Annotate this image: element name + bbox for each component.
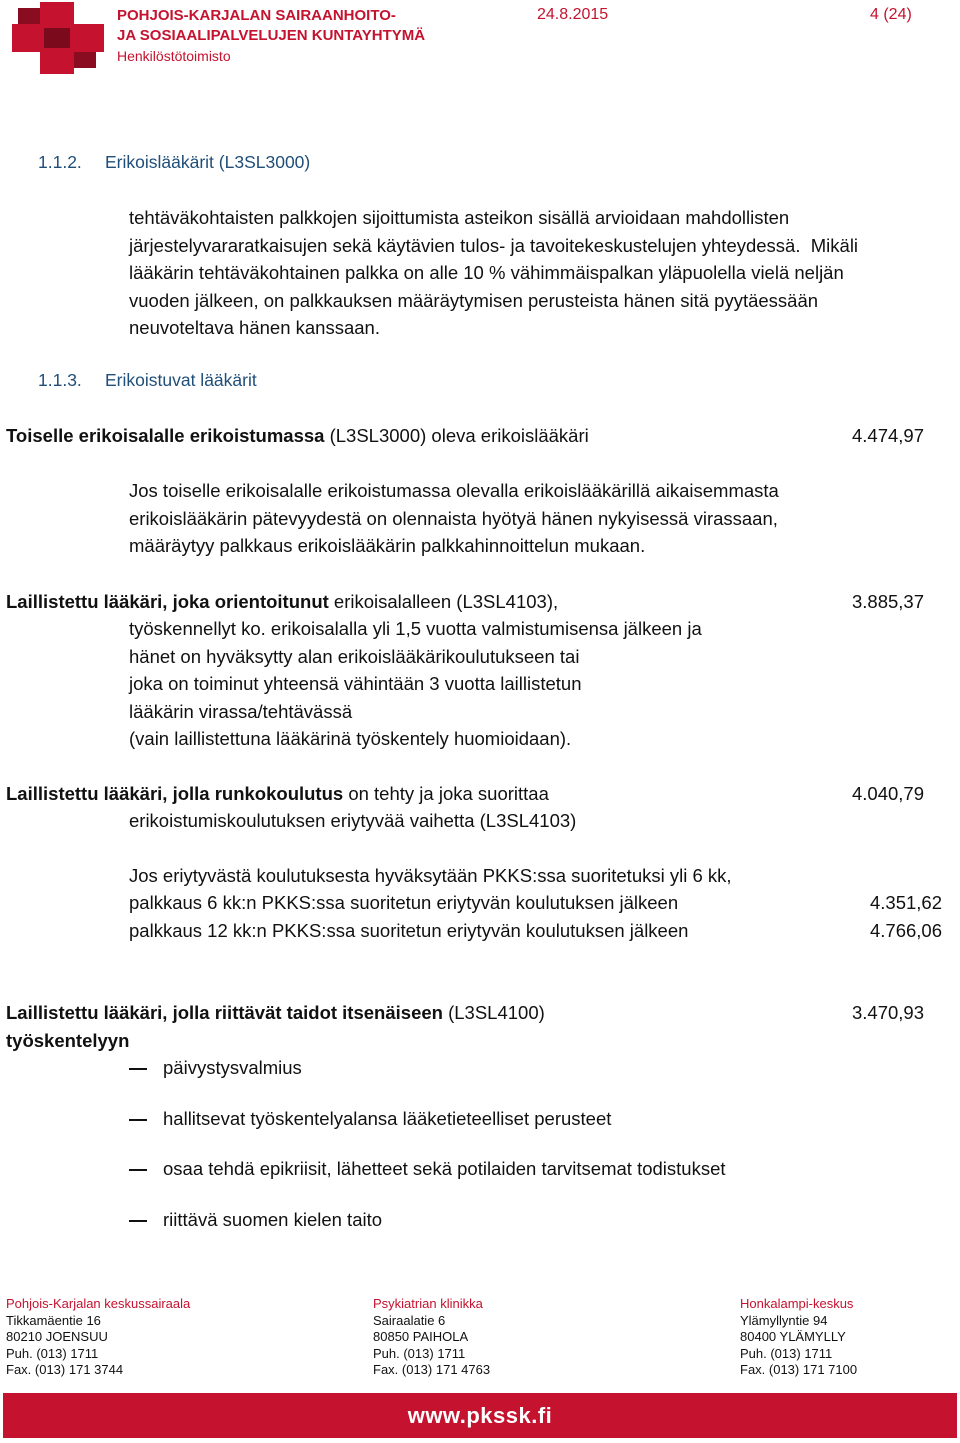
paragraph-line: neuvoteltava hänen kanssaan. bbox=[129, 317, 380, 338]
note-line: Jos toiselle erikoisalalle erikoistumassa olevalla erikoislääkärillä aikaisemmasta bbox=[129, 480, 779, 501]
section-title-112: Erikoislääkärit (L3SL3000) bbox=[105, 152, 311, 172]
paragraph-line: vuoden jälkeen, on palkkauksen määräytymisen perusteista hänen sitä pyytäessään bbox=[129, 289, 819, 311]
org-name-line2: JA SOSIAALIPALVELUJEN KUNTAYHTYMÄ bbox=[117, 27, 426, 44]
item-3-rest: on tehty ja joka suorittaa bbox=[343, 783, 549, 804]
dash-bullet-icon bbox=[129, 1119, 147, 1121]
page-number: 4 (24) bbox=[870, 6, 912, 23]
dash-bullet-icon bbox=[129, 1220, 147, 1222]
bullet-item bbox=[129, 1155, 726, 1183]
section-number-113: 1.1.3. bbox=[38, 370, 82, 390]
detail-line: hänet on hyväksytty alan erikoislääkärikoulutukseen tai bbox=[129, 645, 580, 667]
footer-street: Ylämyllyntie 94 bbox=[740, 1312, 828, 1328]
footer-unit-name: Psykiatrian klinikka bbox=[373, 1296, 483, 1311]
bullet-text: hallitsevat työskentelyalansa lääketieteelliset perusteet bbox=[163, 1108, 612, 1129]
section-number-112: 1.1.2. bbox=[38, 152, 82, 172]
step-amount: 4.351,62 bbox=[869, 892, 942, 913]
red-cross-logo-icon bbox=[12, 2, 104, 74]
footer-unit-name: Honkalampi-keskus bbox=[740, 1296, 854, 1311]
note-line: määräytyy palkkaus erikoislääkärin palkkahinnoittelun mukaan. bbox=[129, 535, 646, 556]
paragraph-line: tehtäväkohtaisten palkkojen sijoittumista asteikon sisällä arvioidaan mahdollisten bbox=[129, 207, 790, 228]
item-3-amount: 4.040,79 bbox=[851, 783, 924, 804]
department-name: Henkilöstötoimisto bbox=[117, 48, 231, 64]
dash-bullet-icon bbox=[129, 1169, 147, 1171]
salary-item-4 bbox=[6, 999, 942, 1027]
item-2-bold: Laillistettu lääkäri, joka orientoitunut bbox=[6, 591, 329, 612]
footer-postal: 80400 YLÄMYLLY bbox=[740, 1329, 846, 1344]
document-date: 24.8.2015 bbox=[537, 6, 609, 23]
footer-column-2 bbox=[373, 1296, 490, 1379]
step-text: palkkaus 6 kk:n PKKS:ssa suoritetun eriytyvän koulutuksen jälkeen bbox=[129, 892, 679, 913]
detail-line: joka on toiminut yhteensä vähintään 3 vuotta laillistetun bbox=[129, 673, 582, 694]
paragraph-line: järjestelyvararatkaisujen sekä käytävien tulos- ja tavoitekeskustelujen yhteydessä. Mikäli bbox=[129, 234, 859, 256]
item-4-bold-line2: työskentelyyn bbox=[6, 1030, 130, 1051]
footer-fax: Fax. (013) 171 3744 bbox=[6, 1362, 124, 1377]
item-1-rest: (L3SL3000) oleva erikoislääkäri bbox=[324, 425, 589, 446]
footer-column-3 bbox=[740, 1296, 857, 1379]
header bbox=[0, 0, 960, 80]
paragraph-line: lääkärin tehtäväkohtainen palkka on alle 10 % vähimmäispalkan yläpuolella vielä neljän bbox=[129, 262, 844, 283]
org-name-line1: POHJOIS-KARJALAN SAIRAANHOITO- bbox=[117, 7, 396, 24]
footer-phone: Puh. (013) 1711 bbox=[740, 1345, 833, 1361]
note-line: erikoislääkärin pätevyydestä on olennaista hyötyä hänen nykyisessä virassaan, bbox=[129, 507, 778, 529]
footer-banner bbox=[3, 1393, 957, 1438]
section-title-113: Erikoistuvat lääkärit bbox=[105, 370, 257, 390]
item-3-step-row-1 bbox=[129, 889, 942, 917]
salary-item-1 bbox=[6, 422, 942, 450]
step-amount: 4.766,06 bbox=[869, 920, 942, 941]
bullet-item bbox=[129, 1206, 382, 1234]
item-3-note: Jos eriytyvästä koulutuksesta hyväksytään PKKS:ssa suoritetuksi yli 6 kk, bbox=[129, 865, 732, 886]
item-1-bold: Toiselle erikoisalalle erikoistumassa bbox=[6, 425, 325, 446]
footer-phone: Puh. (013) 1711 bbox=[373, 1345, 466, 1361]
website-link[interactable]: www.pkssk.fi bbox=[407, 1403, 553, 1428]
detail-line: lääkärin virassa/tehtävässä bbox=[129, 700, 353, 722]
footer-phone: Puh. (013) 1711 bbox=[6, 1345, 99, 1361]
footer-postal: 80850 PAIHOLA bbox=[373, 1329, 469, 1344]
item-4-bold: Laillistettu lääkäri, jolla riittävät taidot itsenäiseen bbox=[6, 1002, 443, 1023]
item-2-rest: erikoisalalleen (L3SL4103), bbox=[328, 591, 559, 612]
item-3-line2: erikoistumiskoulutuksen eriytyvää vaihetta (L3SL4103) bbox=[129, 810, 577, 831]
step-text: palkkaus 12 kk:n PKKS:ssa suoritetun eriytyvän koulutuksen jälkeen bbox=[129, 920, 689, 941]
bullet-item bbox=[129, 1105, 611, 1133]
detail-line: (vain laillistettuna lääkärinä työskentely huomioidaan). bbox=[129, 728, 572, 749]
bullet-text: osaa tehdä epikriisit, lähetteet sekä potilaiden tarvitsemat todistukset bbox=[163, 1158, 726, 1179]
detail-line: työskennellyt ko. erikoisalalla yli 1,5 vuotta valmistumisensa jälkeen ja bbox=[129, 618, 702, 639]
footer-postal: 80210 JOENSUU bbox=[6, 1329, 108, 1344]
bullet-text: päivystysvalmius bbox=[163, 1057, 302, 1078]
footer-unit-name: Pohjois-Karjalan keskussairaala bbox=[6, 1296, 191, 1311]
section-112-paragraph bbox=[129, 204, 949, 342]
item-3-bold: Laillistettu lääkäri, jolla runkokoulutus bbox=[6, 783, 344, 804]
item-2-amount: 3.885,37 bbox=[851, 591, 924, 612]
footer-street: Sairaalatie 6 bbox=[373, 1312, 446, 1328]
item-4-rest: (L3SL4100) bbox=[442, 1002, 545, 1023]
item-1-note bbox=[129, 477, 929, 560]
salary-item-3 bbox=[6, 780, 942, 808]
footer-fax: Fax. (013) 171 7100 bbox=[740, 1362, 858, 1377]
bullet-item bbox=[129, 1054, 302, 1082]
bullet-text: riittävä suomen kielen taito bbox=[163, 1209, 383, 1230]
footer-street: Tikkamäentie 16 bbox=[6, 1312, 101, 1328]
item-4-amount: 3.470,93 bbox=[851, 1002, 924, 1023]
item-1-amount: 4.474,97 bbox=[851, 425, 924, 446]
salary-item-2 bbox=[6, 588, 942, 616]
item-2-details bbox=[129, 615, 929, 753]
footer-column-1 bbox=[6, 1296, 190, 1379]
dash-bullet-icon bbox=[129, 1068, 147, 1070]
item-3-step-row-2 bbox=[129, 917, 942, 945]
footer-fax: Fax. (013) 171 4763 bbox=[373, 1362, 491, 1377]
